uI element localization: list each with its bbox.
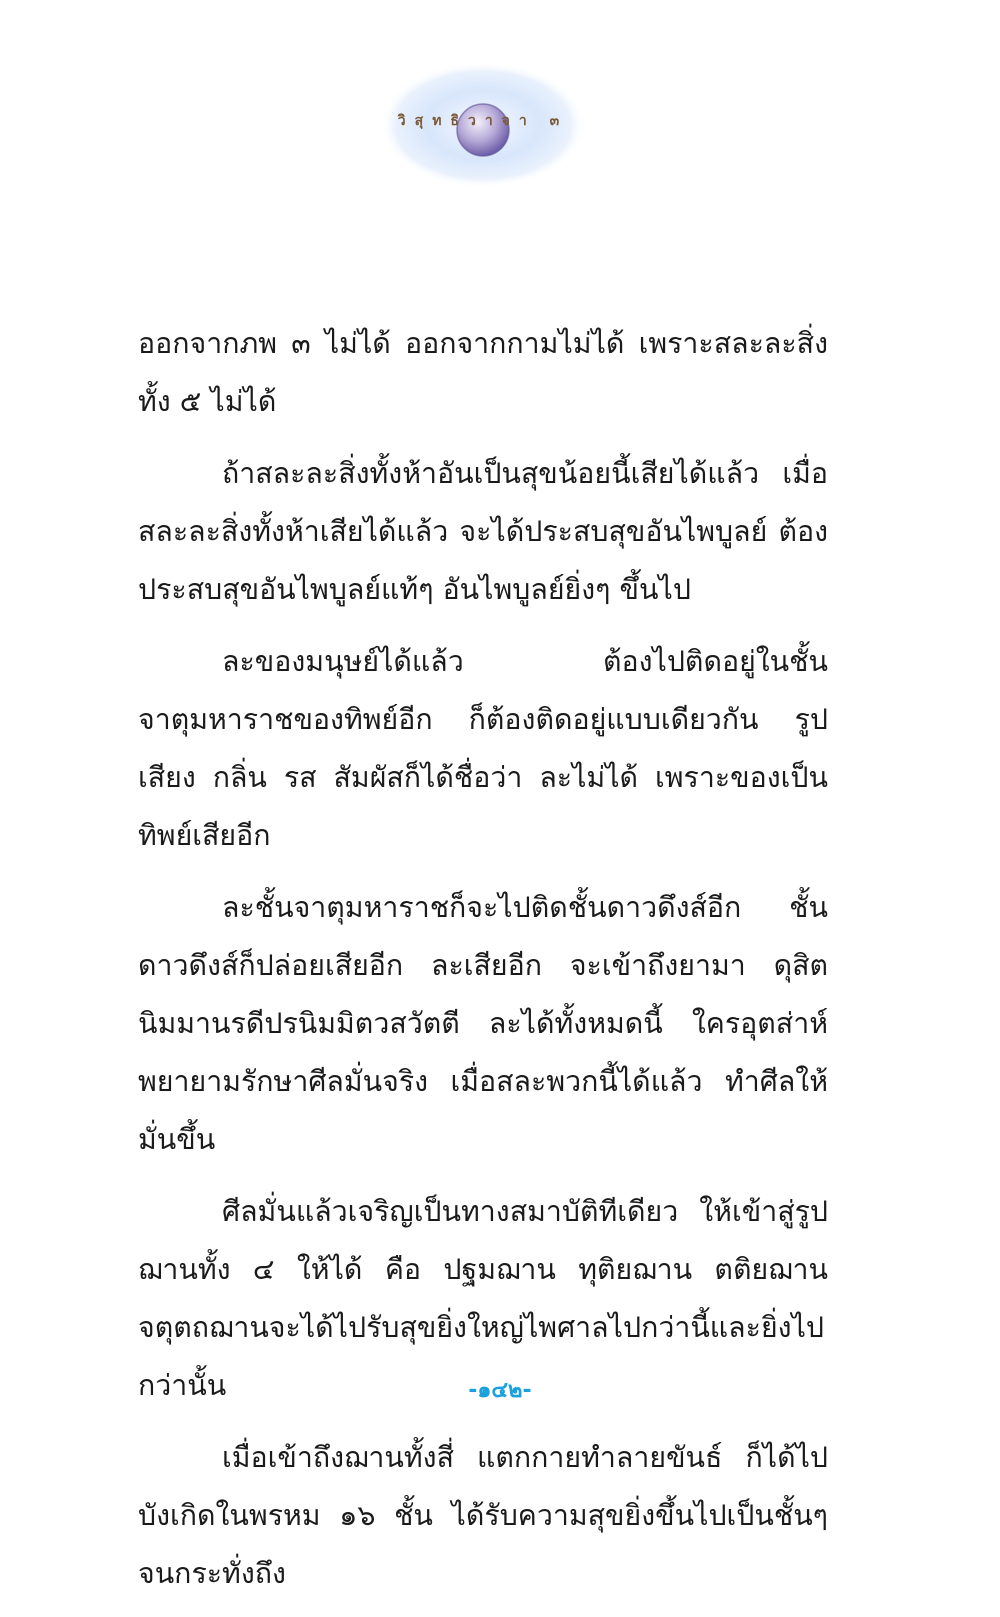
paragraph-5: ศีลมั่นแล้วเจริญเป็นทางสมาบัติทีเดียว ให้เข้าสู่รูปฌานทั้ง ๔ ให้ได้ คือ ปฐมฌาน ทุติยฌาน ตติยฌาน จตุตถฌานจะได้ไปรับสุขยิ่งใหญ่ไพศาลไปกว่านี้และยิ่งไปกว่านั้น — [138, 1195, 828, 1402]
paragraph-6: เมื่อเข้าถึงฌานทั้งสี่ แตกกายทำลายขันธ์ ก็ได้ไปบังเกิดในพรหม ๑๖ ชั้น ได้รับความสุขยิ่งขึ้นไปเป็นชั้นๆ จนกระทั่งถึง — [138, 1441, 828, 1590]
paragraph-3: ละของมนุษย์ได้แล้ว ต้องไปติดอยู่ในชั้นจาตุมหาราชของทิพย์อีก ก็ต้องติดอยู่แบบเดียวกัน รูป เสียง กลิ่น รส สัมผัสก็ได้ชื่อว่า ละไม่ได้ เพราะของเป็นทิพย์เสียอีก — [138, 645, 828, 852]
paragraph-2: ถ้าสละละสิ่งทั้งห้าอันเป็นสุขน้อยนี้เสียได้แล้ว เมื่อสละละสิ่งทั้งห้าเสียได้แล้ว จะได้ประสบสุขอันไพบูลย์ ต้องประสบสุขอันไพบูลย์แท้ๆ อันไพบูลย์ยิ่งๆ ขึ้นไป — [138, 457, 828, 606]
page-body — [138, 315, 828, 1617]
paragraph-1: ออกจากภพ ๓ ไม่ได้ ออกจากกามไม่ได้ เพราะสละละสิ่งทั้ง ๕ ไม่ได้ — [138, 327, 828, 418]
logo-text: วิสุทธิวาจา ๓ — [397, 113, 569, 129]
paragraph-4: ละชั้นจาตุมหาราชก็จะไปติดชั้นดาวดึงส์อีก ชั้นดาวดึงส์ก็ปล่อยเสียอีก ละเสียอีก จะเข้าถึงยามา ดุสิต นิมมานรดีปรนิมมิตวสวัตตี ละได้ทั้งหมดนี้ ใครอุตส่าห์พยายามรักษาศีลมั่นจริง เมื่อสละพวกนี้ได้แล้ว ทำศีลให้มั่นขึ้น — [138, 891, 828, 1156]
book-logo — [380, 62, 586, 188]
page-number: -๑๔๒- — [468, 1378, 532, 1403]
